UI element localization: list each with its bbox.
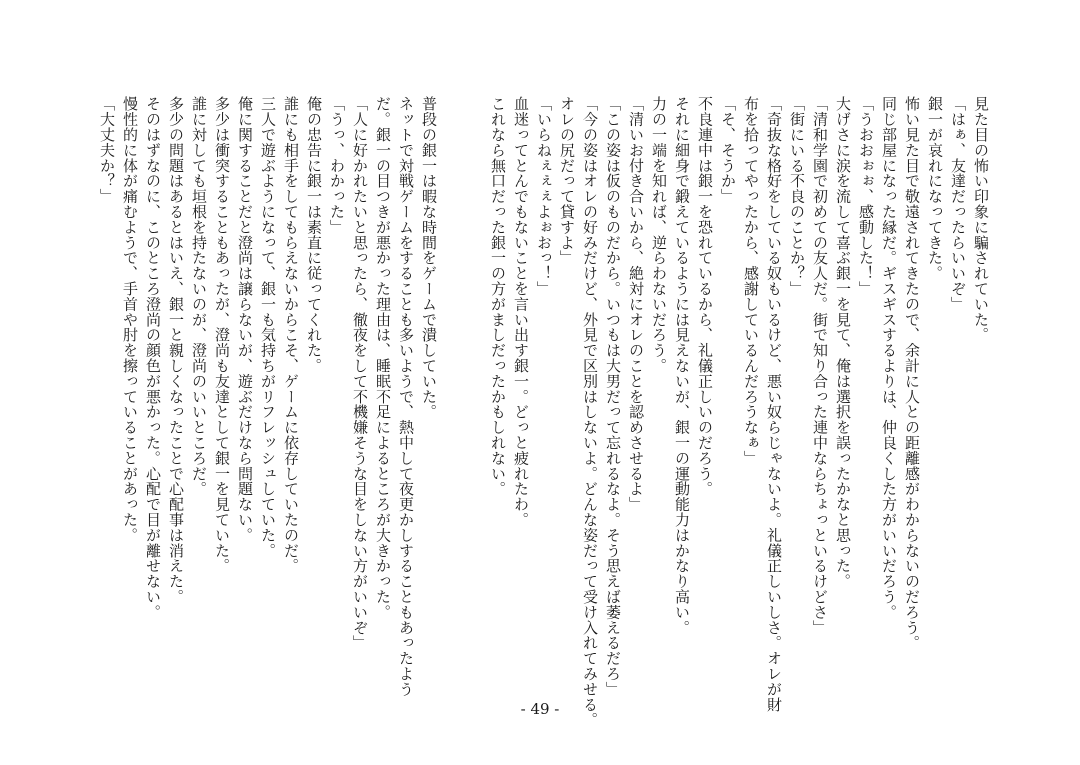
text-line: そのはずなのに、このところ澄尚の顔色が悪かった。心配で目が離せない。 bbox=[144, 96, 162, 620]
text-line: 「清和学園で初めての友人だ。街で知り合った連中ならちょっといるけどさ」 bbox=[811, 96, 829, 635]
text-line: 三人で遊ぶようになって、銀一も気持ちがリフレッシュしていた。 bbox=[259, 96, 277, 558]
text-line: 「うっ、わかった」 bbox=[328, 96, 346, 235]
page-number: - 49 - bbox=[520, 700, 560, 718]
text-line: オレの尻だって貸すよ」 bbox=[558, 96, 576, 266]
text-line: 銀一が哀れになってきた。 bbox=[926, 96, 944, 281]
text-line: 同じ部屋になった縁だ。ギスギスするよりは、仲良くした方がいいだろう。 bbox=[880, 96, 898, 620]
text-line: 大げさに涙を流して喜ぶ銀一を見て、俺は選択を誤ったかなと思った。 bbox=[834, 96, 852, 589]
text-line: 多少の問題はあるとはいえ、銀一と親しくなったことで心配事は消えた。 bbox=[167, 96, 185, 605]
text-line: 血迷ってとんでもないことを言い出す銀一。どっと疲れたわ。 bbox=[512, 96, 530, 528]
text-line: 不良連中は銀一を恐れているから、礼儀正しいのだろう。 bbox=[696, 96, 714, 497]
text-line: だ。銀一の目つきが悪かった理由は、睡眠不足によるところが大きかった。 bbox=[374, 96, 392, 620]
text-line: ネットで対戦ゲームをすることも多いようで、熱中して夜更かしすることもあったよう bbox=[397, 96, 415, 697]
blank-line bbox=[440, 96, 463, 656]
text-line: 多少は衝突することもあったが、澄尚も友達として銀一を見ていた。 bbox=[213, 96, 231, 574]
text-line: 「大丈夫か？」 bbox=[98, 96, 116, 204]
text-line: 力の一端を知れば、逆らわないだろう。 bbox=[650, 96, 668, 374]
text-line: 普段の銀一は暇な時間をゲームで潰していた。 bbox=[420, 96, 438, 420]
text-line: 「そ、そうか」 bbox=[719, 96, 737, 204]
text-line: 慢性的に体が痛むようで、手首や肘を擦っていることがあった。 bbox=[121, 96, 139, 543]
text-line: 怖い見た目で敬遠されてきたので、余計に人との距離感がわからないのだろう。 bbox=[903, 96, 921, 651]
text-line: 俺の忠告に銀一は素直に従ってくれた。 bbox=[305, 96, 323, 374]
text-line: これなら無口だった銀一の方がましだったかもしれない。 bbox=[489, 96, 507, 497]
text-line: 「この姿は仮のものだから。いつもは大男だって忘れるなよ。そう思えば萎えるだろ」 bbox=[604, 96, 622, 697]
text-line: 「清いお付き合いから、絶対にオレのことを認めさせるよ」 bbox=[627, 96, 645, 512]
text-line: 誰に対しても垣根を持たないのが、澄尚のいいところだ。 bbox=[190, 96, 208, 497]
text-line: 見た目の怖い印象に騙されていた。 bbox=[972, 96, 990, 343]
blank-line bbox=[463, 96, 486, 656]
text-line: 布を拾ってやったから、感謝しているんだろうなぁ」 bbox=[742, 96, 760, 466]
text-line: 「人に好かれたいと思ったら、徹夜をして不機嫌そうな目をしない方がいいぞ」 bbox=[351, 96, 369, 651]
text-line: 「街にいる不良のことか？」 bbox=[788, 96, 806, 297]
text-line: 「はぁ、友達だったらいいぞ」 bbox=[949, 96, 967, 312]
text-line: 「うおおぉぉ、感動した！」 bbox=[857, 96, 875, 297]
text-line: 「奇抜な格好をしている奴もいるけど、悪い奴らじゃないよ。礼儀正しいしさ。オレが財 bbox=[765, 96, 783, 712]
text-line: 「今の姿はオレの好みだけど、外見で区別はしないよ。どんな姿だって受け入れてみせる。 bbox=[581, 96, 599, 728]
text-line: 俺に関することだと澄尚は譲らないが、遊ぶだけなら問題ない。 bbox=[236, 96, 254, 543]
text-line: 誰にも相手をしてもらえないからこそ、ゲームに依存していたのだ。 bbox=[282, 96, 300, 574]
text-line: 「いらねぇぇぇよぉおっ！」 bbox=[535, 96, 553, 297]
text-line: それに細身で鍛えているようには見えないが、銀一の運動能力はかなり高い。 bbox=[673, 96, 691, 635]
